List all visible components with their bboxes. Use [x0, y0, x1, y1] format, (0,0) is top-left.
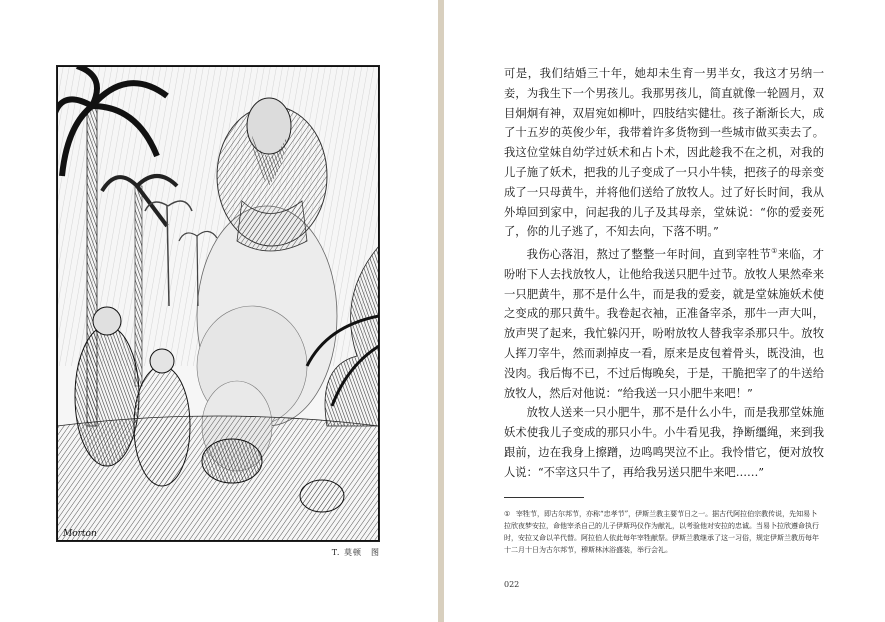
paragraph-3: 放牧人送来一只小肥牛，那不是什么小牛，而是我那堂妹施妖术使我儿子变成的那只小牛。小牛看见我，挣断缰绳，来到我跟前，边在我身上擦蹭，边鸣鸣哭泣不止。我怜惜它，便对放牧人说：“不宰这只牛了，再给我另送只肥牛来吧……”	[504, 406, 824, 479]
paragraph-2-text-b: 来临，才吩咐下人去找放牧人，让他给我送只肥牛过节。放牧人果然牵来一只肥黄牛，那不是什么牛，而是我的爱妾，就是堂妹施妖术使之变成的那只黄牛。我卷起衣袖，正准备宰杀，那牛一声大叫，放声哭了起来，我忙躲闪开，吩咐放牧人替我宰杀那只牛。放牧人挥刀宰牛，然而剥掉皮一看，原来是皮包着骨头，既没油，也没肉。我后悔不已，不过后悔晚矣，于是，干脆把宰了的牛送给放牧人，然后对他说：“给我送一只小肥牛来吧！”	[504, 247, 824, 400]
illustration-caption: T. 莫顿 图	[331, 548, 380, 557]
footnote-mark: ①	[504, 510, 511, 518]
paragraph-1: 可是，我们结婚三十年，她却未生育一男半女，我这才另纳一妾，为我生下一个男孩儿。我那男孩儿，简直就像一轮圆月，双目炯炯有神，双眉宛如柳叶，四肢结实健壮。孩子渐渐长大，成了十五岁的英俊少年，我带着许多货物到一些城市做买卖去了。我这位堂妹自幼学过妖术和占卜术，因此趁我不在之机，对我的儿子施了妖术，把我的儿子变成了一只小牛犊，把孩子的母亲变成了一只母黄牛，并将他们送给了放牧人。过了好长时间，我从外埠回到家中，问起我的儿子及其母亲，堂妹说：“你的爱妾死了，你的儿子逃了，不知去向，下落不明。”	[504, 67, 824, 239]
artist-signature: Morton	[63, 529, 97, 539]
footnote-reference[interactable]: ①	[771, 247, 778, 256]
engraving-illustration	[56, 65, 380, 542]
footnote-text: 宰牲节，即古尔邦节，亦称“忠孝节”，伊斯兰教主要节日之一。据古代阿拉伯宗教传说，先知易卜拉欣夜梦安拉，命他宰杀自己的儿子伊斯玛仪作为献礼，以考验他对安拉的忠诚。当易卜拉欣遵命执行时，安拉又命以羊代替。阿拉伯人依此每年宰牲献祭。伊斯兰教继承了这一习俗，规定伊斯兰教历每年十二月十日为古尔邦节，穆斯林沐浴盛装，举行会礼。	[504, 510, 819, 554]
page-number: 022	[504, 580, 520, 589]
engraving-image	[57, 66, 379, 541]
footnote-divider	[504, 497, 584, 498]
paragraph-2	[504, 242, 824, 403]
left-page	[0, 0, 438, 622]
body-text	[504, 64, 824, 483]
paragraph-2-text-a: 我伤心落泪，熬过了整整一年时间，直到宰牲节	[526, 247, 772, 261]
footnote	[504, 508, 824, 556]
